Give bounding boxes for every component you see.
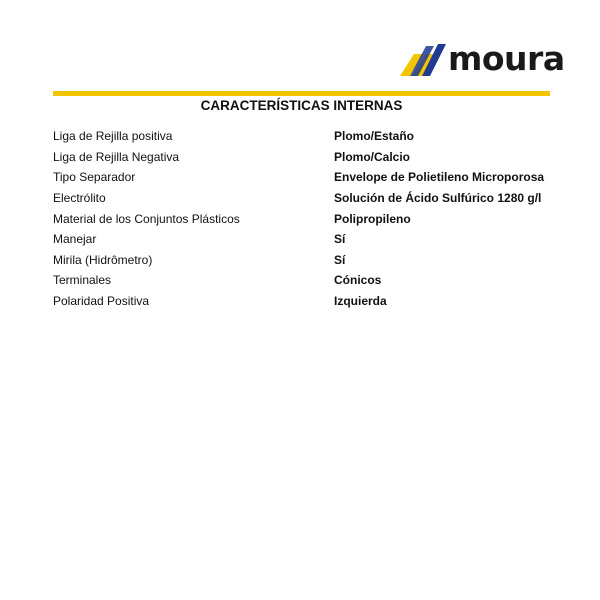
specs-list	[53, 126, 550, 311]
spec-label: Liga de Rejilla positiva	[53, 129, 173, 144]
spec-label: Liga de Rejilla Negativa	[53, 149, 180, 164]
moura-logo-mark-icon	[400, 40, 448, 80]
spec-value: Izquierda	[334, 294, 387, 309]
spec-label: Mirila (Hidrômetro)	[53, 252, 153, 267]
spec-row	[53, 250, 550, 271]
spec-value: Sí	[334, 232, 346, 247]
spec-label: Electrólito	[53, 191, 106, 206]
spec-value: Polipropileno	[334, 211, 411, 226]
spec-label: Material de los Conjuntos Plásticos	[53, 211, 240, 226]
spec-row	[53, 167, 550, 188]
spec-row	[53, 147, 550, 168]
spec-row	[53, 188, 550, 209]
section-title: CARACTERÍSTICAS INTERNAS	[200, 98, 403, 113]
spec-label: Terminales	[53, 273, 112, 288]
spec-value: Sí	[334, 252, 346, 267]
spec-label: Polaridad Positiva	[53, 294, 150, 309]
spec-value: Plomo/Calcio	[334, 149, 411, 164]
spec-value: Envelope de Polietileno Microporosa	[334, 170, 545, 185]
spec-row	[53, 208, 550, 229]
header-divider	[53, 91, 550, 96]
moura-wordmark: moura	[448, 39, 565, 78]
spec-value: Cónicos	[334, 273, 382, 288]
spec-row	[53, 270, 550, 291]
spec-row	[53, 126, 550, 147]
spec-value: Solución de Ácido Sulfúrico 1280 g/l	[334, 191, 542, 206]
spec-value: Plomo/Estaño	[334, 129, 415, 144]
spec-label: Manejar	[53, 232, 97, 247]
spec-row	[53, 291, 550, 312]
moura-logo	[400, 39, 565, 80]
spec-label: Tipo Separador	[53, 170, 136, 185]
spec-row	[53, 229, 550, 250]
